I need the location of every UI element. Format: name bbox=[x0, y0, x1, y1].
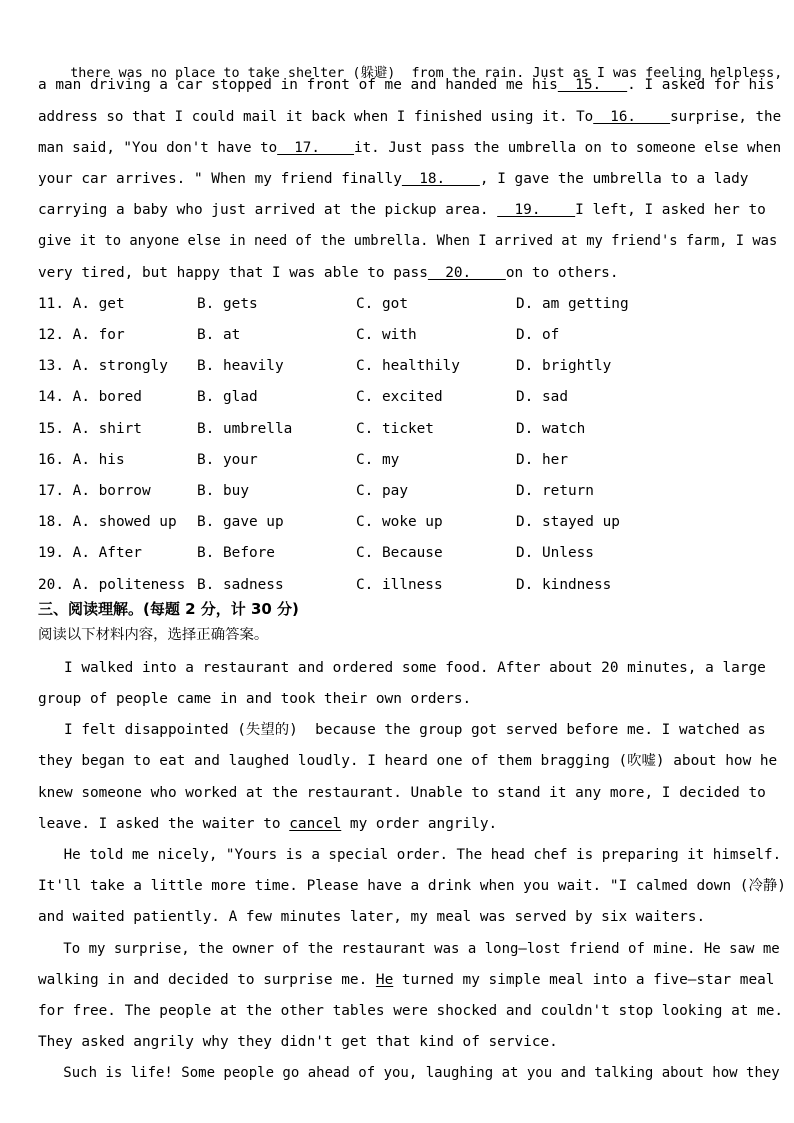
option-b: B. gets bbox=[197, 296, 258, 312]
option-c: C. excited bbox=[356, 389, 443, 405]
option-b: B. gave up bbox=[197, 514, 284, 530]
option-c: C. healthily bbox=[356, 358, 460, 374]
section-instruction: 阅读以下材料内容，选择正确答案。 bbox=[38, 627, 269, 643]
blank-18: 18. bbox=[401, 171, 480, 187]
option-d: D. Unless bbox=[516, 545, 594, 561]
option-d: D. sad bbox=[516, 389, 568, 405]
cloze-line-7 bbox=[38, 231, 777, 251]
reading-line bbox=[38, 814, 497, 834]
cloze-text: very tired, but happy that I was able to pass bbox=[38, 265, 428, 281]
cloze-line-5 bbox=[38, 169, 748, 189]
option-b: B. buy bbox=[197, 483, 249, 499]
blank-17: 17. bbox=[277, 140, 355, 156]
option-d: D. of bbox=[516, 327, 560, 343]
reading-line: They asked angrily why they didn't get that kind of service. bbox=[38, 1034, 558, 1050]
cloze-line-2 bbox=[38, 75, 774, 95]
reading-line: knew someone who worked at the restaurant. Unable to stand it any more, I decided to bbox=[38, 785, 766, 801]
reading-text: turned my simple meal into a five—star meal bbox=[393, 972, 775, 988]
cloze-line-8 bbox=[38, 263, 619, 283]
reading-line: Such is life! Some people go ahead of you, laughing at you and talking about how they bbox=[38, 1065, 780, 1081]
cloze-text: I left, I asked her to bbox=[575, 202, 766, 218]
option-b: B. sadness bbox=[197, 577, 284, 593]
cloze-text: it. Just pass the umbrella on to someone else when bbox=[354, 140, 782, 156]
blank-19: 19. bbox=[497, 202, 576, 218]
cloze-text: your car arrives. " When my friend finally bbox=[38, 171, 402, 187]
option-c: C. with bbox=[356, 327, 417, 343]
cloze-line-4 bbox=[38, 138, 781, 158]
option-a: 17. A. borrow bbox=[38, 483, 151, 499]
cloze-text: there was no place to take shelter (躲避) from the rain. Just as I was feeling helpless, bbox=[70, 66, 783, 81]
option-b: B. glad bbox=[197, 389, 258, 405]
option-a: 18. A. showed up bbox=[38, 514, 177, 530]
cloze-line-3 bbox=[38, 107, 781, 127]
option-c: C. my bbox=[356, 452, 400, 468]
option-d: D. kindness bbox=[516, 577, 612, 593]
cloze-line-1 bbox=[38, 44, 782, 104]
reading-text: leave. I asked the waiter to bbox=[38, 816, 290, 832]
option-c: C. got bbox=[356, 296, 408, 312]
reading-line bbox=[38, 970, 774, 990]
option-d: D. return bbox=[516, 483, 594, 499]
reading-text: my order angrily. bbox=[341, 816, 498, 832]
cloze-text: address so that I could mail it back when I finished using it. To bbox=[38, 109, 594, 125]
option-a: 12. A. for bbox=[38, 327, 125, 343]
cloze-text: give it to anyone else in need of the umbrella. When I arrived at my friend's farm, I was bbox=[38, 233, 778, 249]
option-b: B. umbrella bbox=[197, 421, 293, 437]
option-c: C. Because bbox=[356, 545, 443, 561]
underlined-word-he: He bbox=[375, 972, 394, 988]
option-a: 19. A. After bbox=[38, 545, 142, 561]
option-d: D. am getting bbox=[516, 296, 629, 312]
option-d: D. brightly bbox=[516, 358, 612, 374]
blank-15: 15. bbox=[557, 77, 628, 93]
reading-line: I walked into a restaurant and ordered some food. After about 20 minutes, a large bbox=[38, 660, 766, 676]
option-a: 16. A. his bbox=[38, 452, 125, 468]
cloze-text: man said, "You don't have to bbox=[38, 140, 278, 156]
option-a: 14. A. bored bbox=[38, 389, 142, 405]
reading-line: and waited patiently. A few minutes later, my meal was served by six waiters. bbox=[38, 909, 706, 925]
option-b: B. heavily bbox=[197, 358, 284, 374]
option-d: D. stayed up bbox=[516, 514, 620, 530]
option-b: B. your bbox=[197, 452, 258, 468]
blank-16: 16. bbox=[593, 109, 671, 125]
blank-20: 20. bbox=[427, 265, 506, 281]
reading-line: To my surprise, the owner of the restaurant was a long—lost friend of mine. He saw me bbox=[38, 941, 780, 957]
option-c: C. illness bbox=[356, 577, 443, 593]
section-heading: 三、阅读理解。(每题 2 分，计 30 分) bbox=[38, 600, 299, 618]
cloze-text: . I asked for his bbox=[627, 77, 775, 93]
option-c: C. woke up bbox=[356, 514, 443, 530]
option-a: 13. A. strongly bbox=[38, 358, 168, 374]
cloze-text: , I gave the umbrella to a lady bbox=[479, 171, 749, 187]
reading-line: He told me nicely, "Yours is a special order. The head chef is preparing it himself. bbox=[38, 847, 782, 863]
reading-line: group of people came in and took their own orders. bbox=[38, 691, 472, 707]
cloze-text: a man driving a car stopped in front of me and handed me his bbox=[38, 77, 558, 93]
reading-line: for free. The people at the other tables were shocked and couldn't stop looking at me. bbox=[38, 1003, 784, 1019]
option-d: D. watch bbox=[516, 421, 586, 437]
option-a: 15. A. shirt bbox=[38, 421, 142, 437]
cloze-line-6 bbox=[38, 200, 766, 220]
reading-line: I felt disappointed (失望的) because the group got served before me. I watched as bbox=[38, 722, 766, 738]
option-d: D. her bbox=[516, 452, 568, 468]
option-b: B. Before bbox=[197, 545, 275, 561]
underlined-word-cancel: cancel bbox=[289, 816, 342, 832]
reading-line: they began to eat and laughed loudly. I heard one of them bragging (吹嘘) about how he bbox=[38, 753, 778, 769]
cloze-text: surprise, the bbox=[670, 109, 782, 125]
option-a: 11. A. get bbox=[38, 296, 125, 312]
reading-text: walking in and decided to surprise me. bbox=[38, 972, 376, 988]
reading-line: It'll take a little more time. Please have a drink when you wait. "I calmed down (冷静) bbox=[38, 878, 786, 894]
option-c: C. ticket bbox=[356, 421, 434, 437]
option-a: 20. A. politeness bbox=[38, 577, 186, 593]
cloze-text: on to others. bbox=[505, 265, 619, 281]
option-c: C. pay bbox=[356, 483, 408, 499]
cloze-text: carrying a baby who just arrived at the pickup area. bbox=[38, 202, 498, 218]
option-b: B. at bbox=[197, 327, 241, 343]
